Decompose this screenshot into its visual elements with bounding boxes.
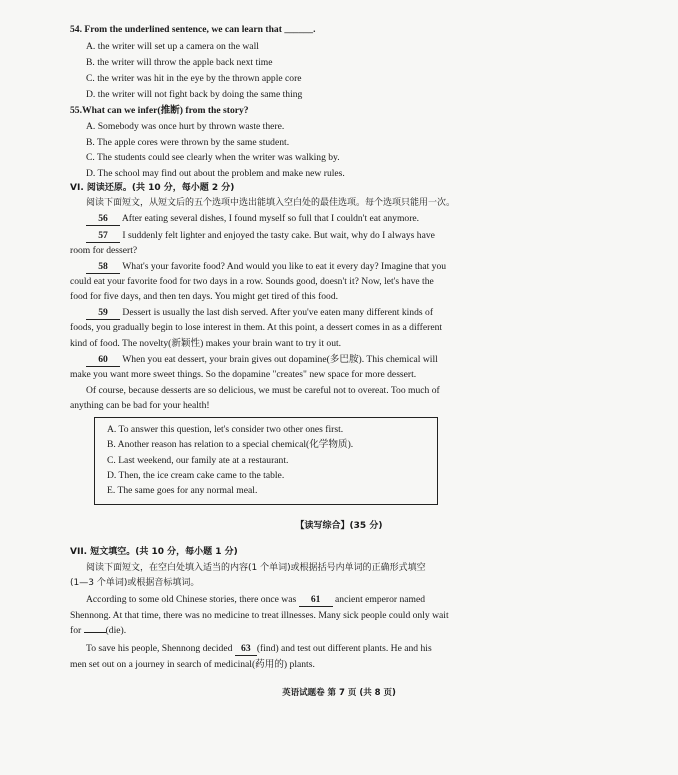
blank-56[interactable]: 56 xyxy=(86,213,120,226)
section6-instruction: 阅读下面短文，从短文后的五个选项中选出能填入空白处的最佳选项。每个选项只能用一次。 xyxy=(86,198,456,208)
paragraph-60-text-1: When you eat dessert, your brain gives out dopamine(多巴胺). This chemical will xyxy=(122,354,438,365)
paragraph-58-text-2: could eat your favorite food for two days in a row. Sounds good, doesn't it? Now, let's have the xyxy=(70,276,434,287)
paragraph-60-text-2: make you want more sweet things. So the dopamine "creates" new space for more dessert. xyxy=(70,369,417,380)
paragraph-56 xyxy=(86,213,419,226)
choice-b: B. Another reason has relation to a special chemical(化学物质). xyxy=(107,439,354,450)
choice-c: C. Last weekend, our family ate at a restaurant. xyxy=(107,455,289,466)
paragraph-57 xyxy=(86,230,435,243)
paragraph-last-2: anything can be bad for your health! xyxy=(70,400,210,411)
section7-p1-line3-b: (die). xyxy=(105,625,127,636)
choices-box xyxy=(94,417,438,505)
paragraph-58 xyxy=(86,261,446,274)
q54-option-c: C. the writer was hit in the eye by the thrown apple core xyxy=(86,73,302,84)
page-footer: 英语试题卷 第 7 页 (共 8 页) xyxy=(282,688,396,698)
q54-option-a: A. the writer will set up a camera on the wall xyxy=(86,41,259,52)
section7-p1-text-b: ancient emperor named xyxy=(335,594,426,605)
paragraph-58-text-3: food for five days, and then ten days. You might get tired of this food. xyxy=(70,291,339,302)
blank-63[interactable]: 63 xyxy=(235,643,257,656)
section7-instruction-2: (1—3 个单词)或根据音标填词。 xyxy=(70,578,200,588)
section7-p1-line3-a: for xyxy=(70,625,82,636)
choice-d: D. Then, the ice cream cake came to the table. xyxy=(107,470,285,481)
paragraph-59-text-2: foods, you gradually begin to lose interest in them. At this point, a dessert comes in as a different xyxy=(70,322,443,333)
blank-60[interactable]: 60 xyxy=(86,354,120,367)
section6-header: VI. 阅读还原。(共 10 分，每小题 2 分) xyxy=(70,183,235,193)
part-title: 【读写综合】(35 分) xyxy=(295,521,383,531)
q54-option-d: D. the writer will not fight back by doing the same thing xyxy=(86,89,303,100)
choice-a: A. To answer this question, let's consider two other ones first. xyxy=(107,424,344,435)
paragraph-59-text-3: kind of food. The novelty(新颖性) makes your brain want to try it out. xyxy=(70,338,342,349)
section7-instruction-1: 阅读下面短文，在空白处填入适当的内容(1 个单词)或根据括号内单词的正确形式填空 xyxy=(86,563,426,573)
q54-option-b: B. the writer will throw the apple back next time xyxy=(86,57,273,68)
paragraph-59 xyxy=(86,307,433,320)
paragraph-58-text-1: What's your favorite food? And would you like to eat it every day? Imagine that you xyxy=(122,261,447,272)
blank-61[interactable]: 61 xyxy=(299,594,333,607)
section7-paragraph-2 xyxy=(86,643,432,656)
paragraph-59-text-1: Dessert is usually the last dish served. After you've eaten many different kinds of xyxy=(122,307,434,318)
blank-58[interactable]: 58 xyxy=(86,261,120,274)
section7-paragraph-1 xyxy=(86,594,425,607)
blank-57[interactable]: 57 xyxy=(86,230,120,243)
section7-p1-line-2: Shennong. At that time, there was no medicine to treat illnesses. Many sick people could only wait xyxy=(70,610,449,621)
section7-p2-text-b: (find) and test out different plants. He and his xyxy=(256,643,432,654)
q55-stem: 55.What can we infer(推断) from the story? xyxy=(70,105,249,116)
paragraph-57-text-2: room for dessert? xyxy=(70,245,138,256)
blank-59[interactable]: 59 xyxy=(86,307,120,320)
section7-header: VII. 短文填空。(共 10 分，每小题 1 分) xyxy=(70,547,238,557)
choice-e: E. The same goes for any normal meal. xyxy=(107,485,258,496)
q55-option-d: D. The school may find out about the problem and make new rules. xyxy=(86,168,345,179)
section7-p2-text-a: To save his people, Shennong decided xyxy=(86,643,233,654)
section7-p2-line-2: men set out on a journey in search of medicinal(药用的) plants. xyxy=(70,659,315,670)
section7-p1-text-a: According to some old Chinese stories, there once was xyxy=(86,594,297,605)
q55-option-c: C. The students could see clearly when the writer was walking by. xyxy=(86,152,340,163)
q55-option-b: B. The apple cores were thrown by the same student. xyxy=(86,137,290,148)
paragraph-56-text: After eating several dishes, I found myself so full that I couldn't eat anymore. xyxy=(121,213,420,224)
blank-62[interactable] xyxy=(84,632,106,633)
q54-stem: 54. From the underlined sentence, we can learn that ______. xyxy=(70,24,316,35)
paragraph-57-text-1: I suddenly felt lighter and enjoyed the tasty cake. But wait, why do I always have xyxy=(122,230,435,241)
paragraph-last-1: Of course, because desserts are so delicious, we must be careful not to overeat. Too much of xyxy=(86,385,440,396)
paragraph-60 xyxy=(86,354,438,367)
q55-option-a: A. Somebody was once hurt by thrown waste there. xyxy=(86,121,285,132)
section7-p1-line-3 xyxy=(70,625,126,637)
